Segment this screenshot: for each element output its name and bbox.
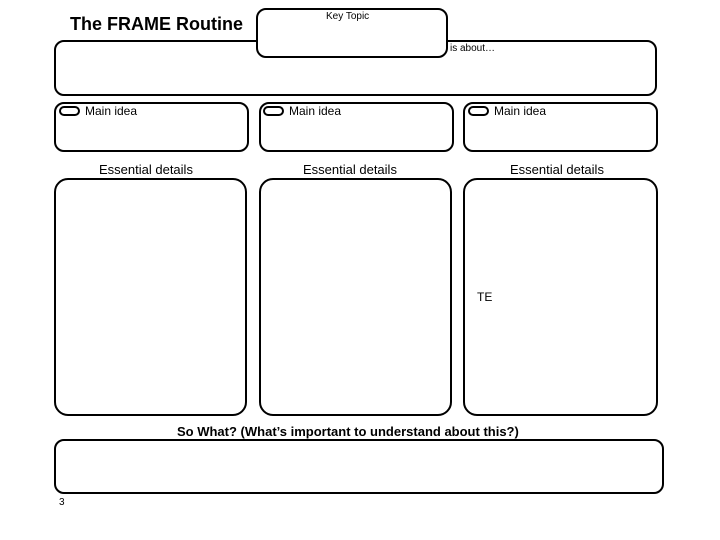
is-about-label: is about… — [450, 43, 496, 54]
main-idea-label-2: Main idea — [289, 104, 342, 118]
essential-details-label-2: Essential details — [303, 162, 397, 177]
main-idea-marker-2 — [263, 106, 284, 116]
essential-details-box-1[interactable] — [54, 178, 247, 416]
so-what-box[interactable] — [54, 439, 664, 494]
page-title: The FRAME Routine — [70, 14, 243, 34]
essential-details-box-2[interactable] — [259, 178, 452, 416]
te-note: TE — [477, 290, 493, 304]
main-idea-box-3[interactable] — [463, 102, 658, 152]
main-idea-box-1[interactable] — [54, 102, 249, 152]
essential-details-label-1: Essential details — [99, 162, 193, 177]
main-idea-marker-1 — [59, 106, 80, 116]
main-idea-marker-3 — [468, 106, 489, 116]
main-idea-label-3: Main idea — [494, 104, 547, 118]
page-number: 3 — [59, 497, 65, 508]
key-topic-label: Key Topic — [326, 11, 370, 22]
main-idea-label-1: Main idea — [85, 104, 138, 118]
so-what-label: So What? (What’s important to understand about this?) — [177, 424, 519, 439]
essential-details-label-3: Essential details — [510, 162, 604, 177]
